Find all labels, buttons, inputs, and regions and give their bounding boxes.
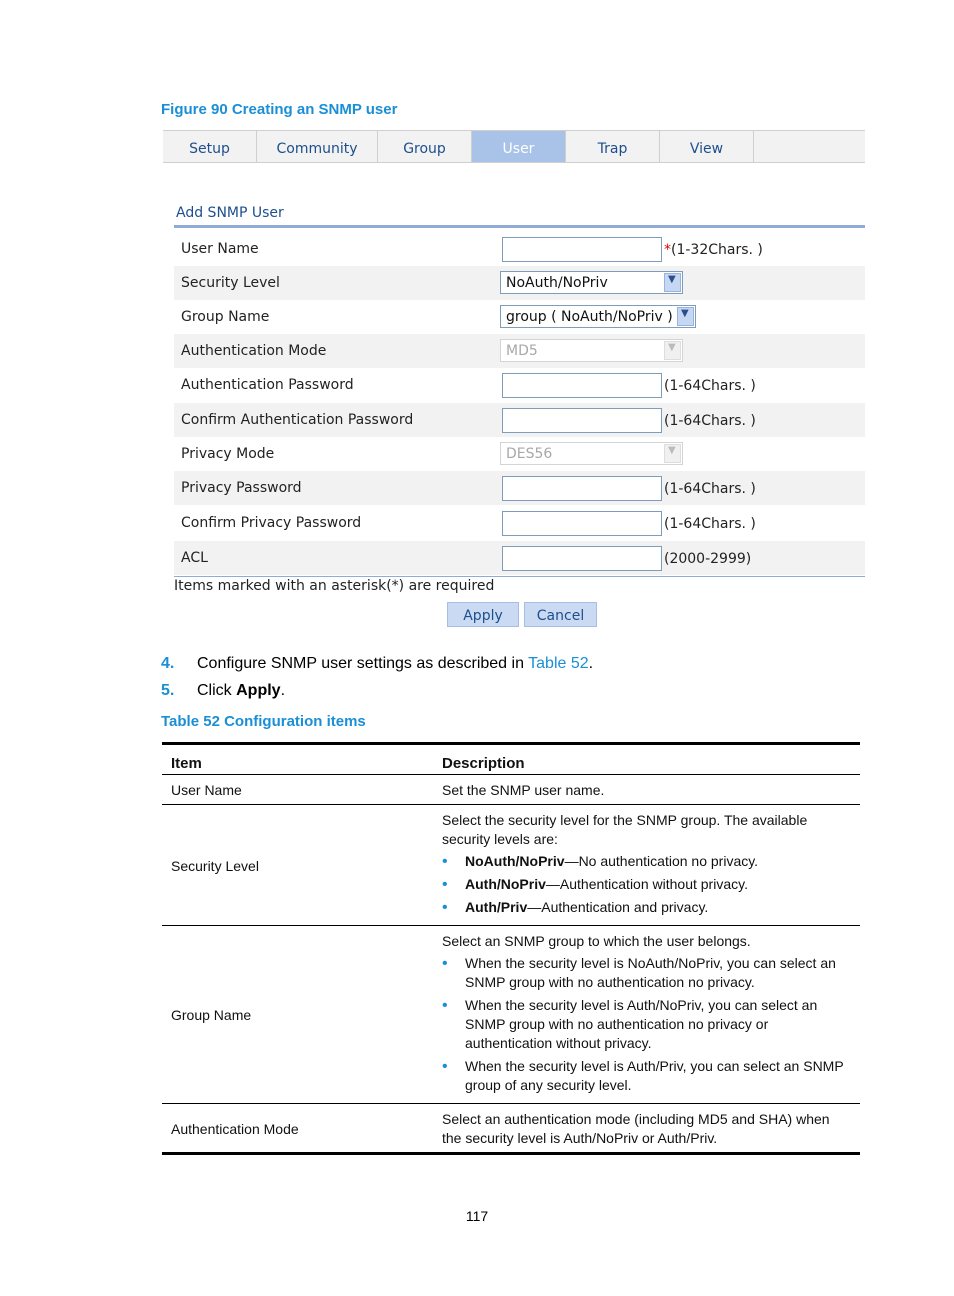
user-name-label: User Name (181, 241, 259, 257)
chevron-down-icon[interactable]: ▼ (677, 307, 694, 326)
row-privacy-password (174, 471, 865, 505)
security-level-value: NoAuth/NoPriv (506, 275, 608, 291)
privacy-password-input[interactable] (502, 476, 662, 501)
acl-hint: (2000-2999) (664, 551, 752, 567)
row-group-name (174, 300, 865, 334)
table-row (162, 775, 860, 805)
table-row (162, 926, 860, 1104)
user-name-hint: *(1-32Chars. ) (664, 242, 763, 258)
auth-password-label: Authentication Password (181, 377, 354, 393)
row-acl (174, 541, 865, 575)
cell-description: Set the SNMP user name. (433, 775, 860, 805)
page-number: 117 (465, 1208, 489, 1224)
row-auth-password (174, 368, 865, 402)
confirm-privacy-password-input[interactable] (502, 511, 662, 536)
step-number: 5. (161, 682, 175, 699)
confirm-auth-password-hint: (1-64Chars. ) (664, 413, 756, 429)
list-item: • NoAuth/NoPriv—No authentication no privacy. (465, 852, 851, 871)
auth-password-input[interactable] (502, 373, 662, 398)
step-number: 4. (161, 655, 175, 672)
chevron-down-icon[interactable]: ▼ (664, 273, 681, 292)
cell-description: Select an authentication mode (including MD5 and SHA) when the security level is Auth/NoPriv or Auth/Priv. (442, 1111, 830, 1146)
list-item: • When the security level is Auth/Priv, you can select an SNMP group of any security level. (465, 1057, 851, 1095)
form-title: Add SNMP User (176, 205, 284, 221)
privacy-mode-select[interactable] (500, 442, 683, 465)
confirm-auth-password-input[interactable] (502, 408, 662, 433)
required-mark: * (664, 242, 671, 258)
cell-description: Select an SNMP group to which the user belongs. • When the security level is NoAuth/NoPriv, you can select an SNMP group with no authentication no privacy. • When the security level is Auth/NoPriv, you can select an SNMP group with no authentication no privacy or authentication without privacy. • When the security level is Auth/Priv, you can select an SNMP group of any security level. (433, 926, 860, 1104)
row-user-name (174, 232, 865, 266)
privacy-password-hint: (1-64Chars. ) (664, 481, 756, 497)
table-row (162, 805, 860, 926)
tab-view[interactable]: View (660, 131, 754, 162)
group-name-value: group ( NoAuth/NoPriv ) (506, 309, 673, 325)
header-description: Description (433, 744, 860, 775)
table-caption: Table 52 Configuration items (161, 713, 366, 730)
list-item: • Auth/Priv—Authentication and privacy. (465, 898, 851, 917)
group-name-select[interactable] (500, 305, 696, 328)
row-confirm-privacy-password (174, 506, 865, 540)
auth-password-hint: (1-64Chars. ) (664, 378, 756, 394)
tab-community[interactable]: Community (257, 131, 378, 162)
step-5: 5. Click Apply. (161, 682, 286, 699)
tab-setup[interactable]: Setup (163, 131, 257, 162)
table-row (162, 1104, 860, 1154)
list-item: • When the security level is Auth/NoPriv, you can select an SNMP group with no authentication no privacy or authentication without privacy. (465, 996, 851, 1053)
chevron-down-icon: ▼ (664, 341, 681, 360)
chevron-down-icon: ▼ (664, 444, 681, 463)
privacy-password-label: Privacy Password (181, 480, 302, 496)
row-privacy-mode (174, 437, 865, 471)
cancel-button[interactable]: Cancel (524, 602, 597, 627)
security-level-label: Security Level (181, 275, 280, 291)
confirm-privacy-password-label: Confirm Privacy Password (181, 515, 362, 531)
cell-item: Authentication Mode (171, 1120, 299, 1137)
user-name-input[interactable] (502, 237, 662, 262)
group-name-label: Group Name (181, 309, 270, 325)
figure-caption: Figure 90 Creating an SNMP user (161, 101, 398, 118)
auth-mode-select[interactable] (500, 339, 683, 362)
required-note: Items marked with an asterisk(*) are required (174, 578, 495, 594)
list-item: • Auth/NoPriv—Authentication without privacy. (465, 875, 851, 894)
acl-label: ACL (181, 550, 208, 566)
row-confirm-auth-password (174, 403, 865, 437)
security-level-select[interactable] (500, 271, 683, 294)
cell-item: User Name (162, 775, 433, 805)
configuration-table (162, 742, 860, 1155)
tab-trap[interactable]: Trap (566, 131, 660, 162)
row-security-level (174, 266, 865, 300)
step-4: 4. Configure SNMP user settings as described in Table 52. (161, 655, 594, 672)
form-title-rule (174, 225, 865, 228)
list-item: • When the security level is NoAuth/NoPriv, you can select an SNMP group with no authentication no privacy. (465, 954, 851, 992)
tab-group[interactable]: Group (378, 131, 472, 162)
form-bottom-rule (174, 576, 865, 577)
table-52-link[interactable]: Table 52 (528, 655, 589, 672)
confirm-auth-password-label: Confirm Authentication Password (181, 412, 414, 428)
table-header-row (162, 744, 860, 775)
tab-bar (163, 130, 865, 163)
auth-mode-label: Authentication Mode (181, 343, 327, 359)
header-item: Item (162, 744, 433, 775)
acl-input[interactable] (502, 546, 662, 571)
cell-item: Group Name (162, 926, 433, 1104)
row-auth-mode (174, 334, 865, 368)
privacy-mode-label: Privacy Mode (181, 446, 275, 462)
auth-mode-value: MD5 (506, 343, 538, 359)
confirm-privacy-password-hint: (1-64Chars. ) (664, 516, 756, 532)
apply-button[interactable]: Apply (447, 602, 519, 627)
privacy-mode-value: DES56 (506, 446, 553, 462)
cell-description: Select the security level for the SNMP group. The available security levels are: • NoAuth/NoPriv—No authentication no privacy. • Auth/NoPriv—Authentication without privacy. • Auth/Priv—Authentication and privacy. (433, 805, 860, 926)
tab-user[interactable]: User (472, 131, 566, 162)
cell-item: Security Level (162, 805, 433, 926)
